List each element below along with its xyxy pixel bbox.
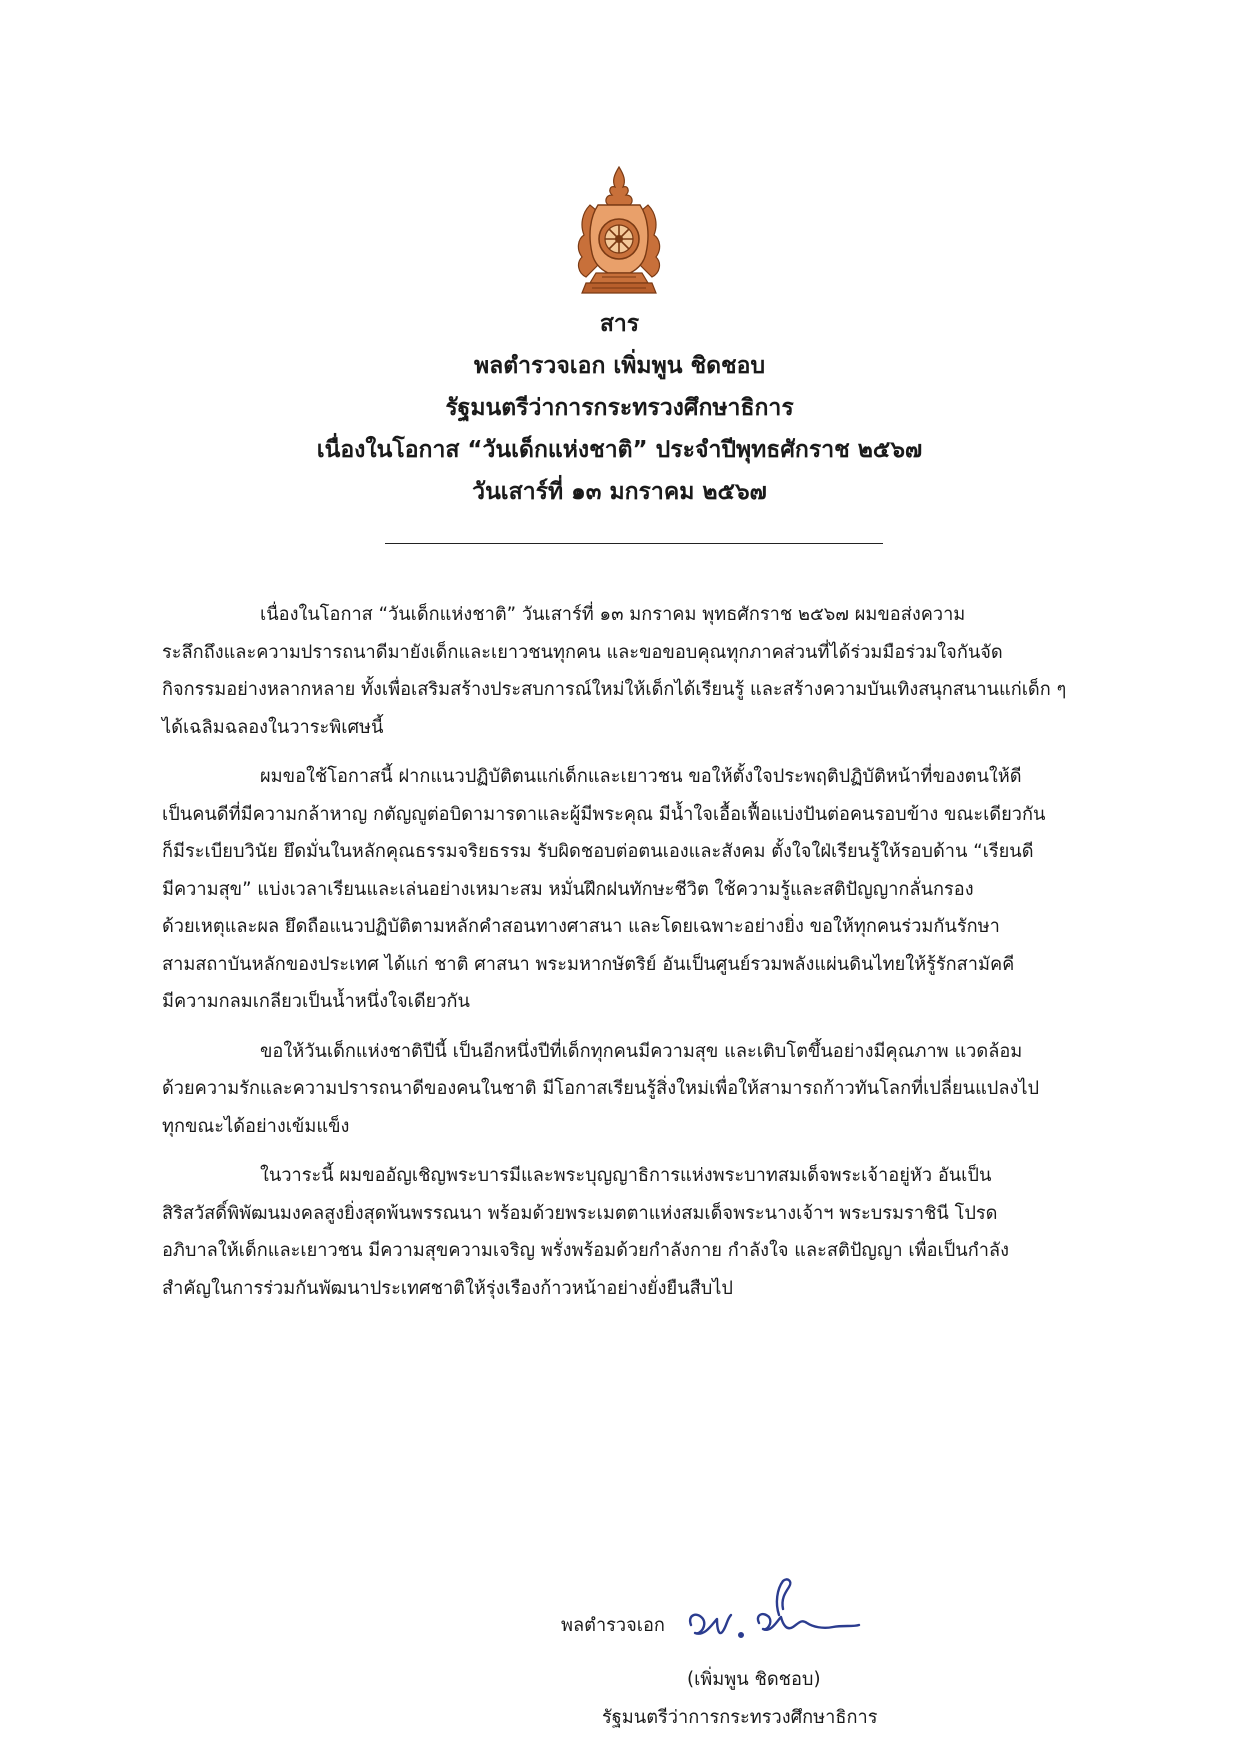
paragraph <box>162 596 1094 746</box>
paragraph-line: ก็มีระเบียบวินัย ยึดมั่นในหลักคุณธรรมจริยธรรม รับผิดชอบต่อตนเองและสังคม ตั้งใจใฝ่เรียนรู้ให้รอบด้าน “เรียนดี <box>162 841 1034 862</box>
signature-title: รัฐมนตรีว่าการกระทรวงศึกษาธิการ <box>602 1707 878 1728</box>
paragraph-line: อภิบาลให้เด็กและเยาวชน มีความสุขความเจริญ พรั่งพร้อมด้วยกำลังกาย กำลังใจ และสติปัญญา เพื่อเป็นกำลัง <box>162 1240 1009 1261</box>
paragraph-line: สำคัญในการร่วมกันพัฒนาประเทศชาติให้รุ่งเรืองก้าวหน้าอย่างยั่งยืนสืบไป <box>162 1277 733 1299</box>
paragraph-line: ได้เฉลิมฉลองในวาระพิเศษนี้ <box>162 716 384 738</box>
paragraph-line: สามสถาบันหลักของประเทศ ได้แก่ ชาติ ศาสนา พระมหากษัตริย์ อันเป็นศูนย์รวมพลังแผ่นดินไทยให้รู้รักสามัคคี <box>162 953 1015 975</box>
document-header <box>0 303 1239 513</box>
header-message-label: สาร <box>599 311 640 337</box>
message-body <box>162 596 1094 1319</box>
ministry-of-education-emblem-icon <box>568 165 670 297</box>
signature-rank: พลตำรวจเอก <box>561 1615 665 1636</box>
paragraph-line: สิริสวัสดิ์พิพัฒนมงคลสูงยิ่งสุดพ้นพรรณนา พร้อมด้วยพระเมตตาแห่งสมเด็จพระนางเจ้าฯ พระบรมราชินี โปรด <box>162 1202 998 1224</box>
paragraph-line: เป็นคนดีที่มีความกล้าหาญ กตัญญูต่อบิดามารดาและผู้มีพระคุณ มีน้ำใจเอื้อเฟื้อแบ่งปันต่อคนรอบข้าง ขณะเดียวกัน <box>162 803 1046 825</box>
paragraph <box>162 1157 1094 1307</box>
header-sender-name: พลตำรวจเอก เพิ่มพูน ชิดชอบ <box>473 353 766 379</box>
paragraph-line: ผมขอใช้โอกาสนี้ ฝากแนวปฏิบัติตนแก่เด็กและเยาวชน ขอให้ตั้งใจประพฤติปฏิบัติหน้าที่ของตนให้ดี <box>260 766 1022 787</box>
paragraph-line: ขอให้วันเด็กแห่งชาติปีนี้ เป็นอีกหนึ่งปีที่เด็กทุกคนมีความสุข และเติบโตขึ้นอย่างมีคุณภาพ แวดล้อม <box>260 1040 1023 1062</box>
header-sender-title: รัฐมนตรีว่าการกระทรวงศึกษาธิการ <box>445 395 794 421</box>
header-date: วันเสาร์ที่ ๑๓ มกราคม ๒๕๖๗ <box>472 479 767 505</box>
paragraph-line: ด้วยเหตุและผล ยึดถือแนวปฏิบัติตามหลักคำสอนทางศาสนา และโดยเฉพาะอย่างยิ่ง ขอให้ทุกคนร่วมกันรักษา <box>162 916 1000 937</box>
paragraph-line: มีความสุข” แบ่งเวลาเรียนและเล่นอย่างเหมาะสม หมั่นฝึกฝนทักษะชีวิต ใช้ความรู้และสติปัญญากลั่นกรอง <box>162 878 974 900</box>
paragraph-line: มีความกลมเกลียวเป็นน้ำหนึ่งใจเดียวกัน <box>162 991 470 1012</box>
header-divider <box>385 543 883 544</box>
paragraph <box>162 758 1094 1021</box>
paragraph-line: ทุกขณะได้อย่างเข้มแข็ง <box>162 1115 350 1137</box>
paragraph-line: เนื่องในโอกาส “วันเด็กแห่งชาติ” วันเสาร์ที่ ๑๓ มกราคม พุทธศักราช ๒๕๖๗ ผมขอส่งความ <box>260 604 966 625</box>
paragraph <box>162 1033 1094 1146</box>
paragraph-line: ระลึกถึงและความปรารถนาดีมายังเด็กและเยาวชนทุกคน และขอขอบคุณทุกภาคส่วนที่ได้ร่วมมือร่วมใจกันจัด <box>162 641 1003 663</box>
paragraph-line: ในวาระนี้ ผมขออัญเชิญพระบารมีและพระบุญญาธิการแห่งพระบาทสมเด็จพระเจ้าอยู่หัว อันเป็น <box>260 1165 992 1186</box>
paragraph-line: ด้วยความรักและความปรารถนาดีของคนในชาติ มีโอกาสเรียนรู้สิ่งใหม่เพื่อให้สามารถก้าวทันโลกที่เปลี่ยนแปลงไป <box>162 1078 1040 1099</box>
handwritten-signature <box>683 1575 863 1655</box>
paragraph-line: กิจกรรมอย่างหลากหลาย ทั้งเพื่อเสริมสร้างประสบการณ์ใหม่ให้เด็กได้เรียนรู้ และสร้างความบันเทิงสนุกสนานแก่เด็ก ๆ <box>162 679 1067 700</box>
signature-name: (เพิ่มพูน ชิดชอบ) <box>687 1669 821 1690</box>
header-occasion: เนื่องในโอกาส “วันเด็กแห่งชาติ” ประจำปีพุทธศักราช ๒๕๖๗ <box>316 437 923 463</box>
